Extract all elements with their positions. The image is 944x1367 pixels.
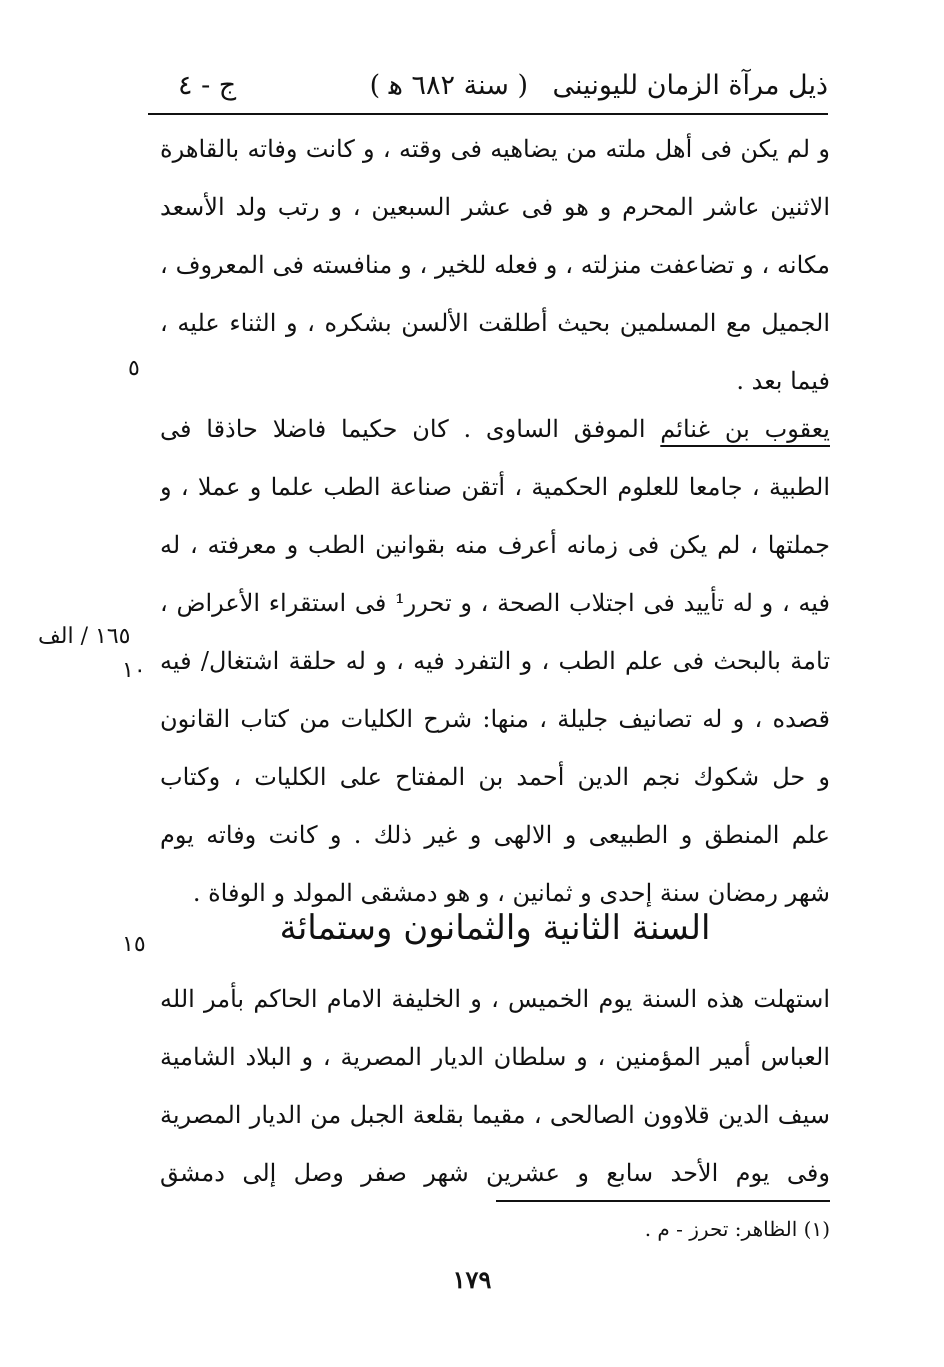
text-line: الطبية ، جامعا للعلوم الحكمية ، أتقن صناعة الطب علما و عملا ، و xyxy=(160,473,830,501)
entry-name: يعقوب بن غنائم xyxy=(660,415,830,443)
line-number-10: ١٠ xyxy=(122,658,146,683)
text-line: مكانه ، و تضاعفت منزلته ، و فعله للخير ، و منافسته فى المعروف ، xyxy=(160,251,830,279)
page-number: ١٧٩ xyxy=(452,1265,492,1294)
section-heading: السنة الثانية والثمانون وستمائة xyxy=(279,908,711,948)
text-line: جملتها ، لم يكن فى زمانه أعرف منه بقوانين الطب و معرفته ، له xyxy=(160,531,830,559)
footnote-rule xyxy=(496,1200,830,1202)
text-line: فيه ، و له تأييد فى اجتلاب الصحة ، و تحرر¹ فى استقراء الأعراض ، xyxy=(160,589,830,617)
text-line: تامة بالبحث فى علم الطب ، و التفرد فيه ، و له حلقة اشتغال/ فيه xyxy=(160,647,830,675)
line-number-5: ٥ xyxy=(128,356,140,381)
text-line: الجميل مع المسلمين بحيث أطلقت الألسن بشكره ، و الثناء عليه ، xyxy=(160,309,830,337)
entry-first-line xyxy=(160,400,830,458)
text-line: العباس أمير المؤمنين ، و سلطان الديار المصرية ، و البلاد الشامية xyxy=(160,1043,830,1071)
text-line: و حل شكوك نجم الدين أحمد بن المفتاح على الكليات ، وكتاب xyxy=(160,763,830,791)
header-part: ج - ٤ xyxy=(178,70,237,101)
running-header xyxy=(148,66,828,110)
header-rule xyxy=(148,113,828,115)
text-line: علم المنطق و الطبيعى و الالهى و غير ذلك . و كانت وفاته يوم xyxy=(160,821,830,849)
text-line: سيف الدين قلاوون الصالحى ، مقيما بقلعة الجبل من الديار المصرية xyxy=(160,1101,830,1129)
text-line: الاثنين عاشر المحرم و هو فى عشر السبعين ، و رتب ولد الأسعد xyxy=(160,193,830,221)
text-line: فيما بعد . xyxy=(736,367,830,395)
header-title: ذيل مرآة الزمان لليونينى xyxy=(552,70,828,101)
text-line: استهلت هذه السنة يوم الخميس ، و الخليفة الامام الحاكم بأمر الله xyxy=(160,985,830,1013)
entry-first-line-text: الموفق الساوى . كان حكيما فاضلا حاذقا فى xyxy=(160,415,646,443)
footnote: (١) الظاهر: تحرز - م . xyxy=(644,1217,830,1241)
text-line: شهر رمضان سنة إحدى و ثمانين ، و هو دمشقى المولد و الوفاة . xyxy=(192,879,830,907)
line-number-15: ١٥ xyxy=(122,932,146,957)
text-line: قصده ، و له تصانيف جليلة ، منها: شرح الكليات من كتاب القانون xyxy=(160,705,830,733)
header-year: ( سنة ٦٨٢ ﻫ ) xyxy=(369,70,528,101)
text-line: وفى يوم الأحد سابع و عشرين شهر صفر وصل إلى دمشق xyxy=(160,1159,830,1187)
folio-reference: ١٦٥ / الف xyxy=(38,624,131,649)
text-line: و لم يكن فى أهل ملته من يضاهيه فى وقته ، و كانت وفاته بالقاهرة xyxy=(160,135,830,163)
